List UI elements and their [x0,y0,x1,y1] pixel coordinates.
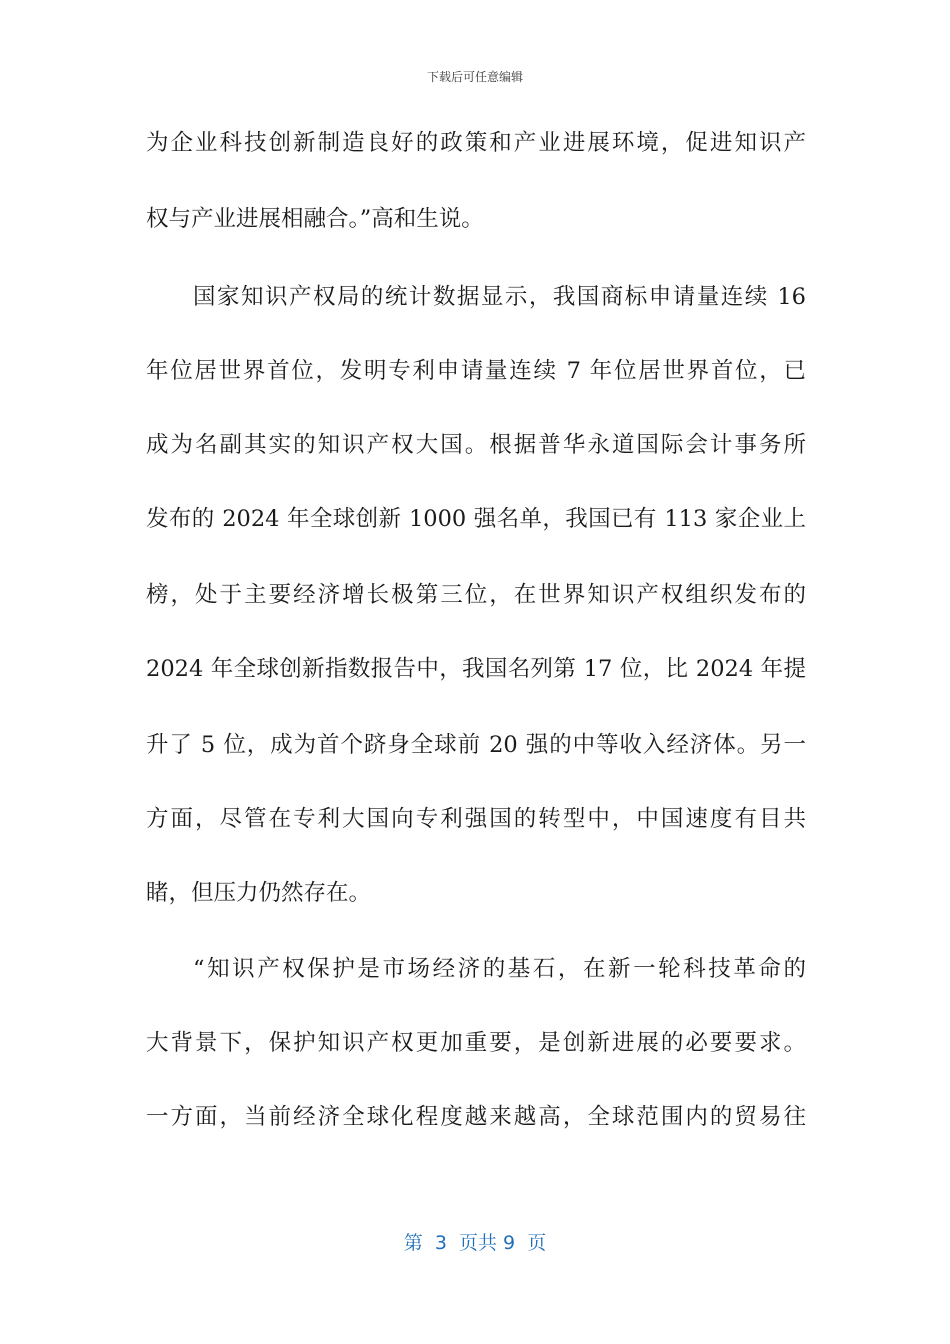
text-line: 年位居世界首位，发明专利申请量连续 7 年位居世界首位，已 [146,358,806,384]
header-note: 下载后可任意编辑 [426,70,523,84]
text-line: 一方面，当前经济全球化程度越来越高，全球范围内的贸易往 [146,1104,806,1130]
text-line: 2024 年全球创新指数报告中，我国名列第 17 位，比 2024 年提 [146,656,806,682]
text-line: 睹，但压力仍然存在。 [146,880,372,906]
text-line: 榜，处于主要经济增长极第三位，在世界知识产权组织发布的 [146,582,806,608]
text-line: 权与产业进展相融合。”高和生说。 [146,206,484,232]
text-line: “知识产权保护是市场经济的基石，在新一轮科技革命的 [193,956,806,982]
text-line: 国家知识产权局的统计数据显示，我国商标申请量连续 16 [193,284,806,310]
page-number-footer: 第 3 页共 9 页 [403,1232,547,1254]
text-line: 发布的 2024 年全球创新 1000 强名单，我国已有 113 家企业上 [146,506,806,532]
text-line: 成为名副其实的知识产权大国。根据普华永道国际会计事务所 [146,432,806,458]
text-line: 为企业科技创新制造良好的政策和产业进展环境，促进知识产 [146,130,806,156]
text-line: 大背景下，保护知识产权更加重要，是创新进展的必要要求。 [146,1030,806,1056]
text-line: 升了 5 位，成为首个跻身全球前 20 强的中等收入经济体。另一 [146,732,806,758]
text-line: 方面，尽管在专利大国向专利强国的转型中，中国速度有目共 [146,806,806,832]
